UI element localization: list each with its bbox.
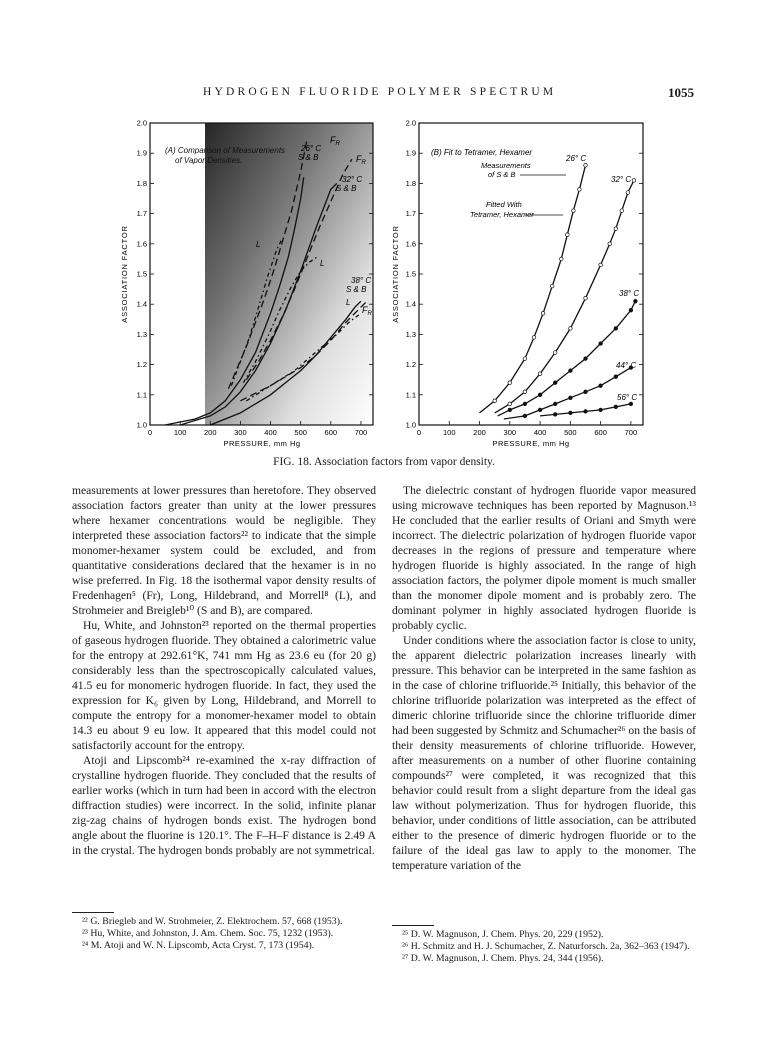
data-point-b-1-11 <box>626 191 630 195</box>
y-tick-label-a-1.2: 1.2 <box>136 360 147 370</box>
data-point-b-2-8 <box>614 327 618 331</box>
x-tick-label-b-0: 0 <box>416 428 422 437</box>
panel-b-temp-38: 38° C <box>619 289 640 298</box>
y-tick-label-b-1.3: 1.3 <box>405 329 416 339</box>
data-point-b-2-6 <box>584 357 588 361</box>
y-tick-label-a-1.7: 1.7 <box>136 209 147 219</box>
x-tick-label-a-700: 700 <box>354 428 368 437</box>
panel-b <box>391 119 643 449</box>
footnote-23: ²³ Hu, White, and Johnston, J. Am. Chem. Soc. 75, 1232 (1953). <box>82 928 334 939</box>
annot-l-32: L <box>320 259 325 268</box>
x-tick-label-a-0: 0 <box>147 428 153 437</box>
data-point-b-1-4 <box>553 351 557 355</box>
y-tick-label-b-1.9: 1.9 <box>405 148 416 158</box>
footnote-rule <box>392 925 434 926</box>
figure-caption: FIG. 18. Association factors from vapor density. <box>273 456 495 468</box>
data-point-b-1-3 <box>538 372 542 376</box>
x-tick-label-b-500: 500 <box>564 428 577 437</box>
panel-b-meas-line-1: Measurements <box>481 161 531 170</box>
y-tick-label-a-1.9: 1.9 <box>136 148 147 158</box>
data-point-b-2-4 <box>553 381 557 385</box>
annot-26c-sb: S & B <box>298 153 319 162</box>
footnotes-left <box>72 912 376 952</box>
y-tick-label-b-1.7: 1.7 <box>405 209 416 219</box>
panel-a <box>120 119 373 449</box>
panel-b-temp-44: 44° C <box>616 361 637 370</box>
x-tick-label-a-500: 500 <box>294 428 307 437</box>
footnote-25: ²⁵ D. W. Magnuson, J. Chem. Phys. 20, 229 (1952). <box>402 929 604 940</box>
panel-b-fit-line-1: Fitted With <box>486 200 522 209</box>
panel-b-frame <box>419 123 643 425</box>
annot-l-38: L <box>346 298 351 307</box>
x-tick-label-b-600: 600 <box>594 428 607 437</box>
annot-32c-sb: S & B <box>336 184 357 193</box>
y-tick-label-b-1.5: 1.5 <box>405 269 416 279</box>
x-tick-label-a-400: 400 <box>264 428 277 437</box>
figure-18 <box>0 0 768 460</box>
data-point-b-3-6 <box>599 384 603 388</box>
left-column <box>72 483 376 858</box>
y-tick-label-a-1.0: 1.0 <box>136 420 147 430</box>
data-point-b-0-10 <box>578 188 582 192</box>
data-point-b-0-7 <box>560 257 564 261</box>
y-tick-label-a-1.1: 1.1 <box>136 390 147 400</box>
y-tick-label-a-1.6: 1.6 <box>136 239 147 249</box>
panel-b-temp-32: 32° C <box>611 175 632 184</box>
data-point-b-0-8 <box>566 233 570 237</box>
data-point-b-3-1 <box>523 414 527 418</box>
footnote-rule <box>72 912 114 913</box>
x-tick-label-b-200: 200 <box>473 428 486 437</box>
annot-38c-fr: $F_R$ <box>362 305 372 317</box>
data-point-b-3-7 <box>614 375 618 379</box>
data-point-b-0-6 <box>550 284 554 288</box>
panel-b-label: (B) Fit to Tetramer, Hexamer <box>431 148 533 157</box>
data-point-b-0-9 <box>572 209 576 213</box>
data-point-b-1-7 <box>599 263 603 267</box>
x-tick-label-a-300: 300 <box>234 428 247 437</box>
panel-a-ylabel: ASSOCIATION FACTOR <box>120 225 129 323</box>
panel-b-ylabel: ASSOCIATION FACTOR <box>391 225 400 323</box>
y-tick-label-b-1.8: 1.8 <box>405 178 416 188</box>
data-point-b-1-10 <box>620 209 624 213</box>
annot-26c: 26° C <box>301 144 322 153</box>
x-tick-label-a-200: 200 <box>204 428 217 437</box>
data-point-b-0-4 <box>532 336 536 340</box>
data-point-b-2-5 <box>569 369 573 373</box>
data-point-b-1-9 <box>614 227 618 231</box>
x-tick-label-b-700: 700 <box>624 428 638 437</box>
running-title: HYDROGEN FLUORIDE POLYMER SPECTRUM <box>203 86 557 98</box>
data-point-b-4-1 <box>553 413 557 417</box>
page-number: 1055 <box>668 85 694 100</box>
data-point-b-0-11 <box>584 164 588 168</box>
y-tick-label-a-1.3: 1.3 <box>136 329 147 339</box>
data-point-b-0-5 <box>541 312 545 316</box>
y-tick-label-a-1.4: 1.4 <box>136 299 147 309</box>
data-point-b-0-3 <box>523 357 527 361</box>
data-point-b-2-3 <box>538 393 542 397</box>
data-point-b-4-6 <box>629 402 633 406</box>
data-point-b-0-1 <box>493 399 497 403</box>
data-point-b-1-2 <box>523 390 527 394</box>
y-tick-label-b-1.1: 1.1 <box>405 390 416 400</box>
panel-b-meas-line-2: of S & B <box>488 170 516 179</box>
y-tick-label-b-1.0: 1.0 <box>405 420 416 430</box>
panel-a-label-line-1: (A) Comparison of Measurements <box>165 146 286 155</box>
data-point-b-3-5 <box>584 390 588 394</box>
panel-b-temp-26: 26° C <box>566 154 587 163</box>
data-point-b-1-8 <box>608 242 612 246</box>
x-tick-label-b-300: 300 <box>503 428 517 437</box>
data-point-b-3-4 <box>569 396 573 400</box>
y-tick-label-a-1.5: 1.5 <box>136 269 147 279</box>
data-point-b-0-2 <box>508 381 512 385</box>
annot-38c: 38° C <box>351 276 372 285</box>
y-tick-label-b-1.2: 1.2 <box>405 360 416 370</box>
left-paragraph-1: measurements at lower pressures than heretofore. They observed association factors greater than unity at the lower pressures where hexamer concentrations would be negligible. They interpreted these association factors²² to indicate that the simple monomer-hexamer system could be excluded, and from quantitative considerations declared that the hexamer is in no wise preferred. In Fig. 18 the isothermal vapor density results of Fredenhagen⁵ (Fr), Long, Hildebrand, and Morrell⁸ (L), and Strohmeier and Breigleb¹⁰ (S and B), are compared. <box>72 484 376 617</box>
y-tick-label-b-1.6: 1.6 <box>405 239 416 249</box>
data-point-b-4-3 <box>584 410 588 414</box>
x-tick-label-a-100: 100 <box>173 428 187 437</box>
right-column <box>392 483 696 873</box>
data-point-b-4-4 <box>599 408 603 412</box>
left-paragraph-3: Atoji and Lipscomb²⁴ re-examined the x-ray diffraction of crystalline hydrogen fluoride. They concluded that the results of earlier works (which in turn had been in accord with the electron diffraction studies) were incorrect. In the solid, infinite planar zig-zag chains of hydrogen bonds exist. The hydrogen bond angle about the fluorine is 120.1°. The F–H–F distance is 2.49 A in the crystal. The hydrogen bonds probably are not symmetrical. <box>72 754 376 857</box>
data-point-b-3-2 <box>538 408 542 412</box>
left-paragraph-2: Hu, White, and Johnston²³ reported on the thermal properties of gaseous hydrogen fluoride. They obtained a calorimetric value for the entropy at 292.61°K, 741 mm Hg as 23.6 eu (for 20 g) considerably less than the spectroscopically calculated values, 41.5 eu for monomeric hydrogen fluoride. In fact, they used the expression for K₆ given by Long, Hildebrand, and Morrell to compute the entropy for a monomer-hexamer model to obtain 14.3 eu about 9 eu low. It appeared that this model could not satisfactorily account for the entropy. <box>72 619 376 752</box>
panel-a-label-line-2: of Vapor Densities. <box>175 156 243 165</box>
data-point-b-1-5 <box>569 327 573 331</box>
annot-32c-fr: $F_R$ <box>356 154 366 166</box>
annot-38c-sb: S & B <box>346 285 367 294</box>
x-tick-label-b-400: 400 <box>533 428 547 437</box>
right-paragraph-1: The dielectric constant of hydrogen fluoride vapor measured using microwave techniques has been reported by Magnuson.¹³ He concluded that the earlier results of Oriani and Smyth were incorrect. The dielectric polarization of hydrogen fluoride vapor decreases in the regions of pressure and temperature where hydrogen fluoride is highly associated. In the range of high association factors, the polymer dipole moment is much smaller than the monomer dipole moment and is probably zero. The dominant polymer in highly associated hydrogen fluoride is probably cyclic. <box>392 484 696 632</box>
data-point-b-2-10 <box>634 299 638 303</box>
data-point-b-1-1 <box>508 402 512 406</box>
data-point-b-1-6 <box>584 296 588 300</box>
data-point-b-2-2 <box>523 402 527 406</box>
data-point-b-4-5 <box>614 405 618 409</box>
data-point-b-2-7 <box>599 342 603 346</box>
y-tick-label-b-1.4: 1.4 <box>405 299 416 309</box>
panel-b-fit-line-2: Tetramer, Hexamer <box>470 210 534 219</box>
x-tick-label-b-100: 100 <box>443 428 456 437</box>
annot-32c: 32° C <box>342 175 363 184</box>
data-point-b-4-2 <box>569 411 573 415</box>
footnote-24: ²⁴ M. Atoji and W. N. Lipscomb, Acta Cryst. 7, 173 (1954). <box>82 940 315 951</box>
right-paragraph-2: Under conditions where the association factor is close to unity, the apparent dielectric polarization increases linearly with pressure. This behavior can be interpreted in the same fashion as in the case of chlorine trifluoride.²⁵ Initially, this behavior of the chlorine trifluoride polarization was interpreted as the effect of dimeric chlorine trifluoride since the chlorine trifluoride dimer had been suggested by Schmitz and Schumacher²⁶ on the basis of their density measurements of chlorine trifluoride. However, after measurements on a number of other fluorine containing compounds²⁷ were completed, it was recognized that this behavior could result from a slight departure from the ideal gas law without polymerization. Thus for hydrogen fluoride, this behavior, under conditions of little association, can be attributed either to the presence of dimeric hydrogen fluoride or to the failure of the ideal gas law to apply to the monomer. The temperature variation of the <box>392 634 696 872</box>
panel-a-xlabel: PRESSURE, mm Hg <box>223 439 301 448</box>
panel-b-xlabel: PRESSURE, mm Hg <box>492 439 570 448</box>
annot-l-26: L <box>256 240 261 249</box>
data-point-b-1-12 <box>632 179 636 183</box>
y-tick-label-a-2.0: 2.0 <box>136 118 147 128</box>
data-point-b-2-1 <box>508 408 512 412</box>
footnote-26: ²⁶ H. Schmitz and H. J. Schumacher, Z. Naturforsch. 2a, 362–363 (1947). <box>402 941 690 952</box>
footnote-22: ²² G. Briegleb and W. Strohmeier, Z. Elektrochem. 57, 668 (1953). <box>82 916 343 927</box>
panel-b-temp-56: 56° C <box>617 393 638 402</box>
footnote-27: ²⁷ D. W. Magnuson, J. Chem. Phys. 24, 344 (1956). <box>402 953 604 964</box>
data-point-b-3-3 <box>553 402 557 406</box>
footnotes-right <box>392 925 696 965</box>
x-tick-label-a-600: 600 <box>324 428 338 437</box>
y-tick-label-b-2.0: 2.0 <box>405 118 416 128</box>
y-tick-label-a-1.8: 1.8 <box>136 178 147 188</box>
annot-26c-fr: $F_R$ <box>330 135 340 147</box>
data-point-b-2-9 <box>629 308 633 312</box>
